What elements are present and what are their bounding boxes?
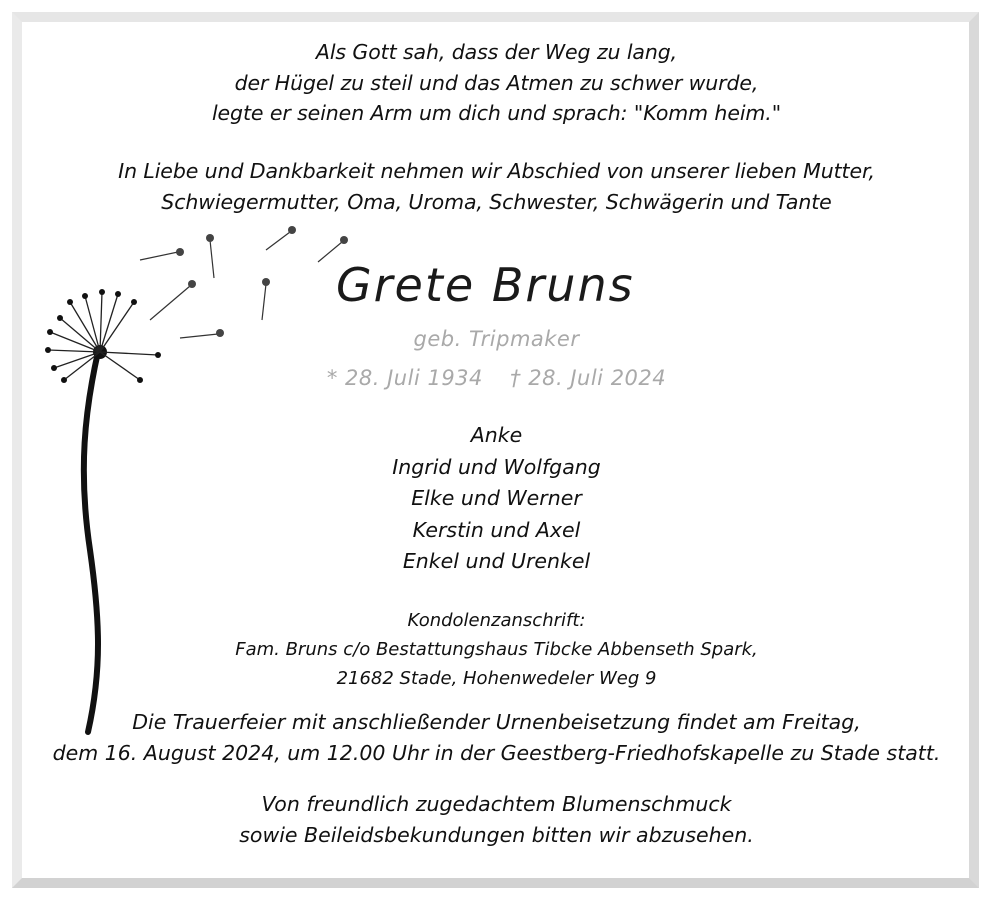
birth-name — [0, 327, 993, 351]
birth-name-text: geb. Tripmaker — [413, 327, 580, 351]
flowers-note — [0, 789, 993, 851]
funeral-line: dem 16. August 2024, um 12.00 Uhr in der Geestberg-Friedhofskapelle zu Stade statt. — [52, 741, 941, 765]
family-member: Ingrid und Wolfgang — [392, 454, 601, 479]
family-member: Elke und Werner — [411, 486, 582, 510]
funeral-line: Die Trauerfeier mit anschließender Urnenbeisetzung findet am Freitag, — [132, 710, 861, 734]
intro-line: In Liebe und Dankbarkeit nehmen wir Abschied von unserer lieben Mutter, — [118, 159, 875, 183]
intro-line: Schwiegermutter, Oma, Uroma, Schwester, Schwägerin und Tante — [161, 189, 832, 214]
family-member: Anke — [470, 423, 523, 447]
deceased-name: Grete Bruns — [336, 258, 635, 312]
quote-line: legte er seinen Arm um dich und sprach: "Komm heim." — [211, 101, 782, 125]
funeral-info — [0, 707, 993, 769]
death-date: † 28. Juli 2024 — [510, 366, 667, 390]
condolence-address — [0, 606, 993, 693]
condolence-line: 21682 Stade, Hohenwedeler Weg 9 — [336, 668, 657, 689]
life-dates — [0, 366, 993, 390]
family-member: Kerstin und Axel — [412, 517, 581, 542]
flowers-line: Von freundlich zugedachtem Blumenschmuck — [261, 792, 732, 816]
family-member: Enkel und Urenkel — [402, 549, 591, 573]
quote-line: Als Gott sah, dass der Weg zu lang, — [315, 40, 678, 64]
family-list — [0, 420, 993, 578]
condolence-line: Fam. Bruns c/o Bestattungshaus Tibcke Abbenseth Spark, — [235, 639, 758, 660]
flowers-line: sowie Beileidsbekundungen bitten wir abzusehen. — [239, 823, 754, 847]
birth-date: * 28. Juli 1934 — [326, 366, 483, 390]
condolence-line: Kondolenzanschrift: — [407, 610, 586, 631]
poem-quote — [0, 37, 993, 129]
quote-line: der Hügel zu steil und das Atmen zu schwer wurde, — [234, 70, 759, 95]
intro-text — [0, 156, 993, 217]
